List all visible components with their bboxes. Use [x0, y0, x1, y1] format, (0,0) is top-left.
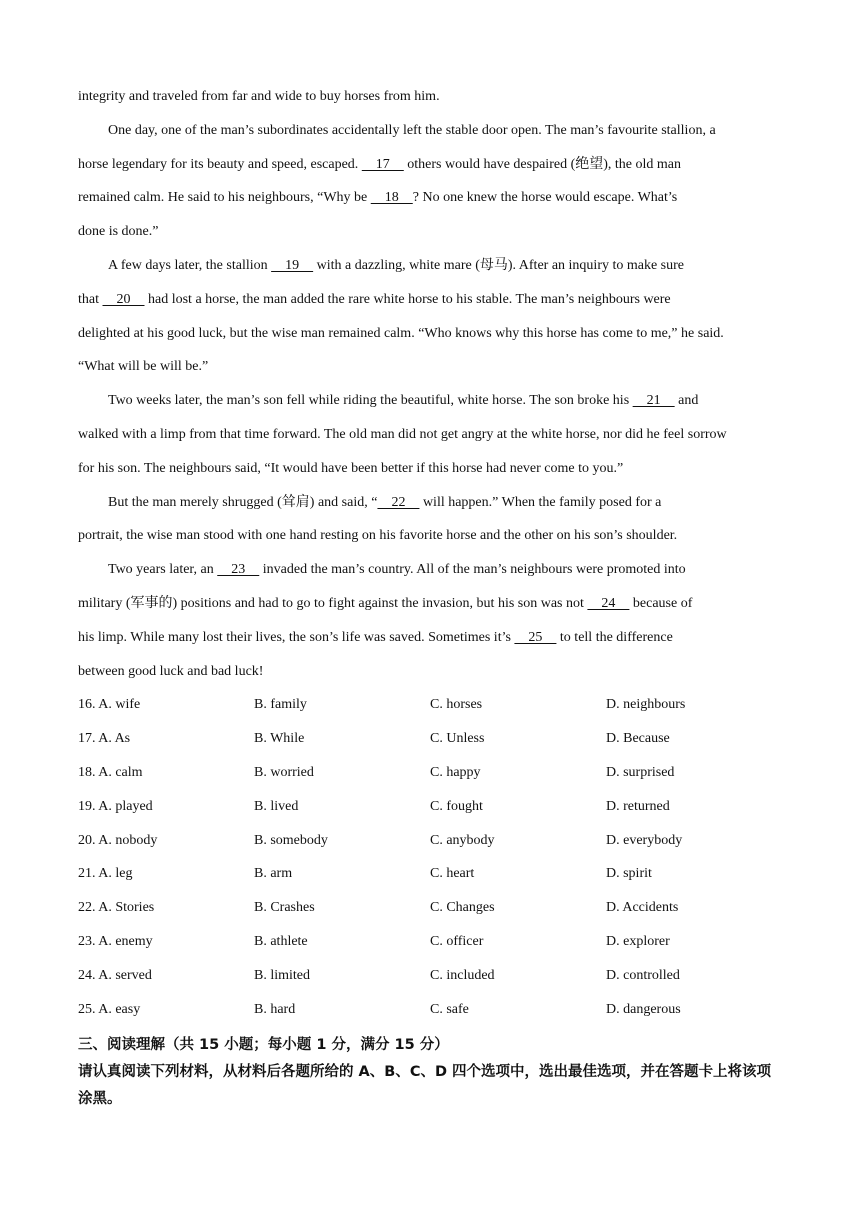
answer-options — [78, 694, 783, 1032]
blank-number: 17 — [361, 156, 404, 172]
passage-line — [78, 120, 783, 154]
passage-text: delighted at his good luck, but the wise man remained calm. “Who knows why this horse has come to me,” he said. — [78, 325, 724, 341]
question-row — [78, 965, 783, 999]
option-choice: D. everybody — [606, 832, 683, 848]
passage-text: and — [674, 393, 699, 409]
option-choice: B. athlete — [254, 933, 308, 949]
question-row — [78, 830, 783, 864]
passage-line — [78, 289, 783, 323]
passage-text: walked with a limp from that time forward. The old man did not get angry at the white horse, nor did he feel sorrow — [78, 426, 727, 442]
option-choice: 22. A. Stories — [78, 900, 155, 916]
passage-text: “What will be will be.” — [78, 359, 209, 375]
option-choice: B. limited — [254, 967, 310, 983]
option-choice: D. neighbours — [606, 697, 686, 713]
option-choice: D. explorer — [606, 933, 670, 949]
option-choice: C. anybody — [430, 832, 495, 848]
option-choice: 16. A. wife — [78, 697, 141, 713]
option-choice: D. Because — [606, 731, 670, 747]
passage-text: that — [78, 291, 103, 307]
option-choice: 17. A. As — [78, 731, 131, 747]
option-choice: D. surprised — [606, 764, 675, 780]
passage-text: portrait, the wise man stood with one hand resting on his favorite horse and the other on his son’s shoulder. — [78, 528, 678, 544]
option-choice: 20. A. nobody — [78, 832, 158, 848]
option-choice: C. horses — [430, 697, 483, 713]
blank-number: 24 — [587, 595, 630, 611]
cloze-passage — [78, 86, 783, 694]
option-choice: B. lived — [254, 798, 299, 814]
passage-line — [78, 492, 783, 526]
passage-text: for his son. The neighbours said, “It would have been better if this horse had never come to you.” — [78, 460, 624, 476]
passage-text: Two years later, an — [108, 562, 218, 578]
option-choice: 23. A. enemy — [78, 933, 153, 949]
option-choice: C. officer — [430, 933, 484, 949]
option-choice: D. controlled — [606, 967, 680, 983]
option-choice: C. Changes — [430, 900, 495, 916]
option-choice: C. heart — [430, 866, 475, 882]
option-choice: 18. A. calm — [78, 764, 143, 780]
passage-text: done is done.” — [78, 224, 159, 240]
option-choice: B. family — [254, 697, 307, 713]
option-choice: 21. A. leg — [78, 866, 133, 882]
option-choice: B. Crashes — [254, 900, 315, 916]
option-choice: D. spirit — [606, 866, 652, 882]
passage-line — [78, 221, 783, 255]
blank-number: 19 — [271, 257, 314, 273]
option-choice: B. worried — [254, 764, 314, 780]
option-choice: C. safe — [430, 1001, 469, 1017]
option-choice: B. hard — [254, 1001, 296, 1017]
passage-text: One day, one of the man’s subordinates accidentally left the stable door open. The man’s favourite stallion, a — [108, 122, 716, 138]
section-instruction: 请认真阅读下列材料，从材料后各题所给的 A、B、C、D 四个选项中，选出最佳选项，并在答题卡上将该项涂黑。 — [78, 1064, 772, 1108]
passage-text: between good luck and bad luck! — [78, 663, 264, 679]
blank-number: 22 — [377, 494, 420, 510]
exam-page — [78, 86, 783, 1113]
passage-line — [78, 424, 783, 458]
passage-line — [78, 86, 783, 120]
question-row — [78, 863, 783, 897]
passage-text: had lost a horse, the man added the rare white horse to his stable. The man’s neighbours were — [144, 291, 671, 307]
option-choice: B. somebody — [254, 832, 328, 848]
blank-number: 20 — [102, 291, 145, 307]
passage-text: will happen.” When the family posed for a — [419, 494, 662, 510]
section-heading: 三、阅读理解（共 15 小题；每小题 1 分，满分 15 分） — [78, 1037, 449, 1054]
passage-line — [78, 627, 783, 661]
option-choice: B. arm — [254, 866, 293, 882]
question-row — [78, 999, 783, 1033]
passage-text: But the man merely shrugged (耸肩) and said, “ — [108, 494, 378, 510]
passage-text: remained calm. He said to his neighbours, “Why be — [78, 190, 371, 206]
passage-line — [78, 356, 783, 390]
blank-number: 25 — [514, 629, 557, 645]
blank-number: 18 — [370, 190, 413, 206]
passage-line — [78, 154, 783, 188]
passage-line — [78, 593, 783, 627]
question-row — [78, 762, 783, 796]
question-row — [78, 796, 783, 830]
passage-text: with a dazzling, white mare (母马). After an inquiry to make sure — [313, 257, 685, 273]
passage-text: horse legendary for its beauty and speed, escaped. — [78, 156, 362, 172]
question-row — [78, 897, 783, 931]
option-choice: D. Accidents — [606, 900, 679, 916]
blank-number: 23 — [217, 562, 260, 578]
option-choice: D. dangerous — [606, 1001, 681, 1017]
passage-line — [78, 661, 783, 695]
question-row — [78, 694, 783, 728]
passage-line — [78, 559, 783, 593]
passage-text: military (军事的) positions and had to go to fight against the invasion, but his son was not — [78, 595, 588, 611]
option-choice: 24. A. served — [78, 967, 152, 983]
blank-number: 21 — [632, 393, 675, 409]
passage-line — [78, 255, 783, 289]
passage-text: others would have despaired (绝望), the old man — [403, 156, 681, 172]
passage-line — [78, 187, 783, 221]
passage-text: A few days later, the stallion — [108, 257, 272, 273]
option-choice: D. returned — [606, 798, 670, 814]
option-choice: C. fought — [430, 798, 483, 814]
passage-text: ? No one knew the horse would escape. What’s — [412, 190, 678, 206]
passage-line — [78, 458, 783, 492]
passage-text: integrity and traveled from far and wide to buy horses from him. — [78, 89, 440, 104]
passage-text: because of — [629, 595, 693, 611]
passage-line — [78, 323, 783, 357]
option-choice: B. While — [254, 731, 305, 747]
option-choice: C. happy — [430, 764, 481, 780]
option-choice: C. Unless — [430, 731, 485, 747]
option-choice: C. included — [430, 967, 495, 983]
passage-line — [78, 390, 783, 424]
option-choice: 25. A. easy — [78, 1001, 141, 1017]
passage-line — [78, 525, 783, 559]
passage-text: to tell the difference — [556, 629, 673, 645]
question-row — [78, 931, 783, 965]
question-row — [78, 728, 783, 762]
passage-text: invaded the man’s country. All of the man’s neighbours were promoted into — [259, 562, 686, 578]
option-choice: 19. A. played — [78, 798, 153, 814]
passage-text: Two weeks later, the man’s son fell while riding the beautiful, white horse. The son broke his — [108, 393, 633, 409]
passage-text: his limp. While many lost their lives, the son’s life was saved. Sometimes it’s — [78, 629, 515, 645]
